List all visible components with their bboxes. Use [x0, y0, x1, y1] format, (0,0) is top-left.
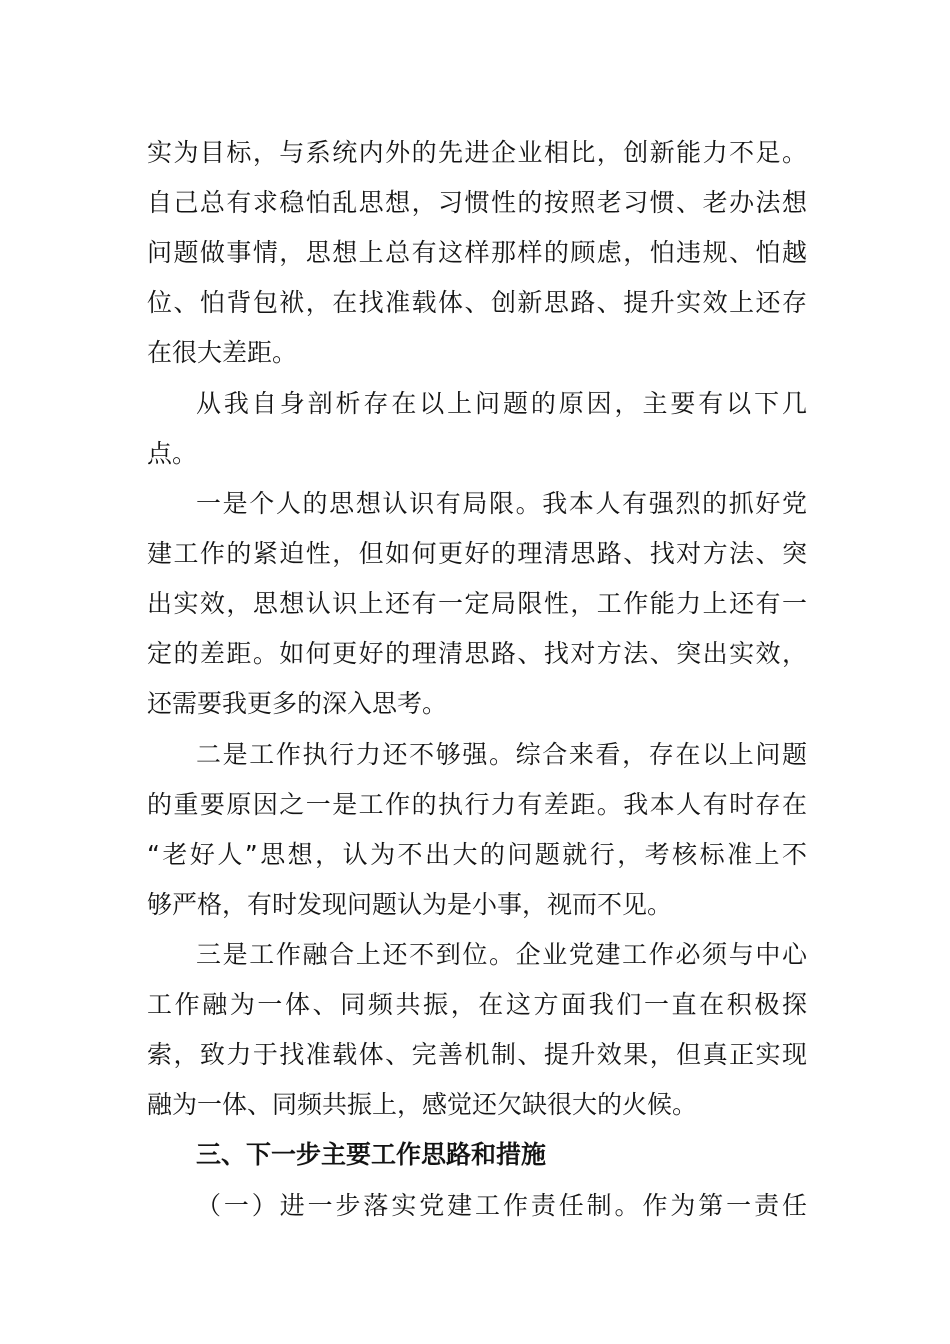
text-line: 在很大差距。	[147, 338, 298, 367]
text-line: 一是个人的思想认识有局限。我本人有强烈的抓好党	[196, 489, 807, 518]
text-line: “老好人”思想，认为不出大的问题就行，考核标准上不	[147, 840, 807, 869]
text-line: 从我自身剖析存在以上问题的原因，主要有以下几	[196, 389, 807, 418]
text-line: 建工作的紧迫性，但如何更好的理清思路、找对方法、突	[147, 539, 807, 568]
text-line: 实为目标，与系统内外的先进企业相比，创新能力不足。	[147, 138, 807, 167]
text-line: 出实效，思想认识上还有一定局限性，工作能力上还有一	[147, 589, 807, 618]
text-line: 工作融为一体、同频共振，在这方面我们一直在积极探	[147, 990, 807, 1019]
text-line: 的重要原因之一是工作的执行力有差距。我本人有时存在	[147, 790, 807, 819]
text-line: 位、怕背包袱，在找准载体、创新思路、提升实效上还存	[147, 288, 807, 317]
text-line: 问题做事情，思想上总有这样那样的顾虑，怕违规、怕越	[147, 238, 807, 267]
text-line: 三是工作融合上还不到位。企业党建工作必须与中心	[196, 940, 807, 969]
text-line: 融为一体、同频共振上，感觉还欠缺很大的火候。	[147, 1090, 698, 1119]
text-line: 还需要我更多的深入思考。	[147, 689, 448, 718]
text-line: 二是工作执行力还不够强。综合来看，存在以上问题	[196, 740, 807, 769]
section-heading: 三、下一步主要工作思路和措施	[196, 1140, 547, 1169]
text-line: 定的差距。如何更好的理清思路、找对方法、突出实效，	[147, 639, 807, 668]
text-line: 点。	[147, 439, 198, 468]
text-line: 够严格，有时发现问题认为是小事，视而不见。	[147, 890, 673, 919]
text-line: 自己总有求稳怕乱思想，习惯性的按照老习惯、老办法想	[147, 188, 807, 217]
text-line: （一）进一步落实党建工作责任制。作为第一责任	[196, 1191, 807, 1220]
text-line: 索，致力于找准载体、完善机制、提升效果，但真正实现	[147, 1040, 807, 1069]
